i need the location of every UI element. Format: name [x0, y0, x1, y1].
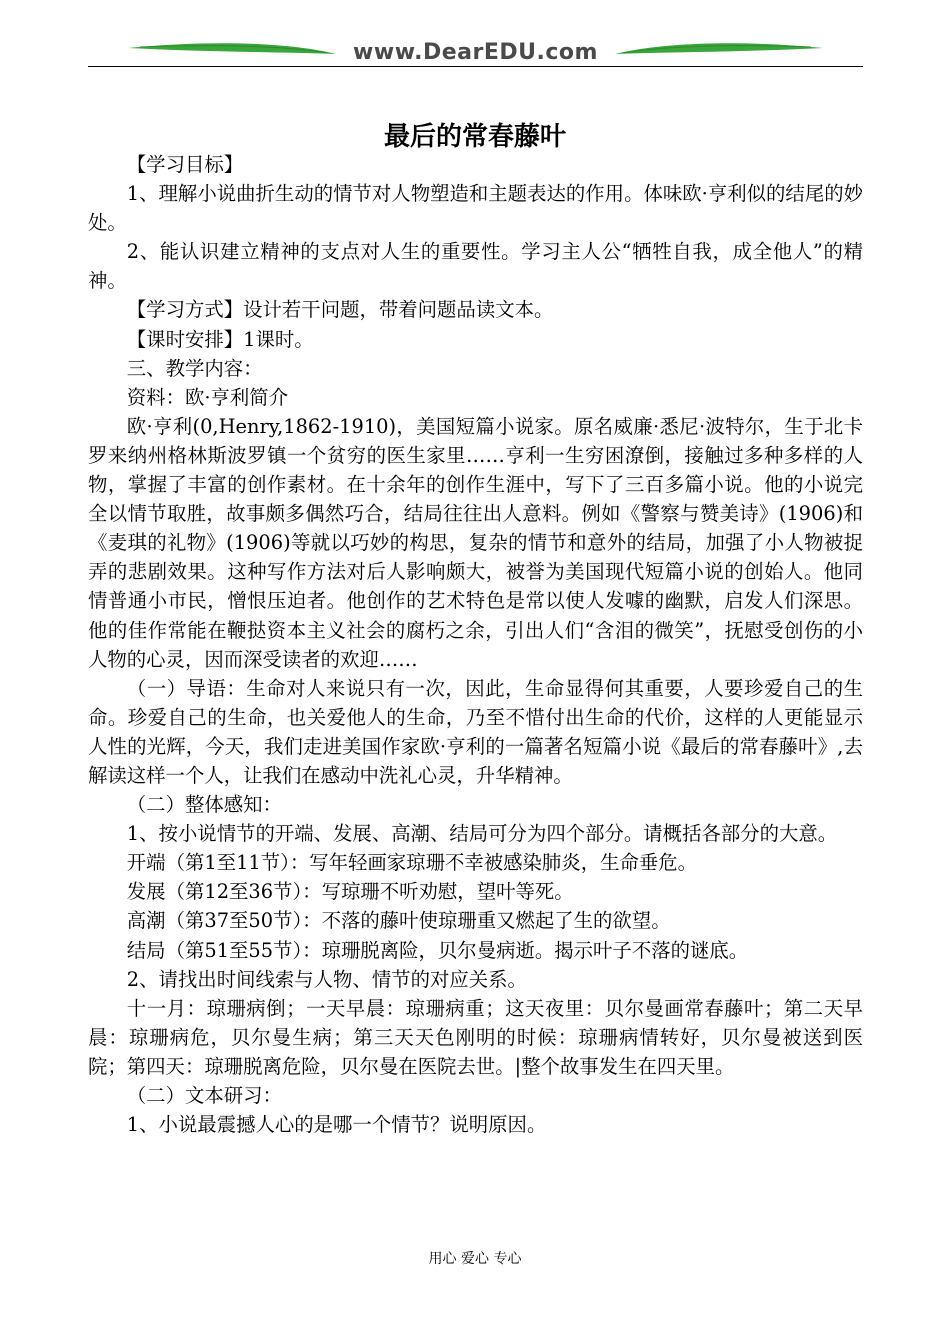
page-footer: 用心 爱心 专心	[428, 1251, 522, 1267]
text-study-heading: （二）文本研习：	[126, 1084, 282, 1107]
author-profile-text: 欧·亨利(0,Henry,1862-1910)，美国短篇小说家。原名威廉·悉尼·波特尔，生于北卡罗来纳州格林斯波罗镇一个贫穷的医生家里……亨利一生穷困潦倒，接触过多种多样的人物，掌握了丰富的创作素材。在十余年的创作生涯中，写下了三百多篇小说。他的小说完全以情节取胜，故事颇多偶然巧合，结局往往出人意料。例如《警察与赞美诗》(1906)和《麦琪的礼物》(1906)等就以巧妙的构思，复杂的情节和意外的结局，加强了小人物被捉弄的悲剧效果。这种写作方法对后人影响颇大，被誉为美国现代短篇小说的创始人。他同情普通小市民，憎恨压迫者。他创作的艺术特色是常以使人发噱的幽默，启发人们深思。他的佳作常能在鞭挞资本主义社会的腐朽之余，引出人们“含泪的微笑”，抚慰受创伤的小人物的心灵，因而深受读者的欢迎……	[88, 414, 863, 671]
header-divider	[88, 66, 863, 67]
section-heading-objectives: 【学习目标】	[126, 153, 244, 176]
question-2: 2、请找出时间线索与人物、情节的对应关系。	[126, 967, 527, 991]
overall-perception-heading: （二）整体感知：	[126, 793, 282, 817]
plot-development: 发展（第12至36节）：写琼珊不听劝慰，望叶等死。	[126, 880, 574, 904]
objective-1: 1、理解小说曲折生动的情节对人物塑造和主题表达的作用。体味欧·亨利似的结尾的妙处。	[88, 182, 863, 235]
lesson-schedule: 【课时安排】1课时。	[126, 327, 314, 351]
objective-2: 2、能认识建立精神的支点对人生的重要性。学习主人公“牺牲自我，成全他人”的精神。	[88, 240, 863, 293]
plot-beginning: 开端（第1至11节）：写年轻画家琼珊不幸被感染肺炎，生命垂危。	[126, 851, 698, 875]
document-title: 最后的常春藤叶	[383, 122, 566, 152]
timeline-paragraph: 十一月：琼珊病倒；一天早晨：琼珊病重；这天夜里：贝尔曼画常春藤叶；第二天早晨：琼珊病危，贝尔曼生病；第三天天色刚明的时候：琼珊病情转好，贝尔曼被送到医院；第四天：琼珊脱离危险，贝尔曼在医院去世。|整个故事发生在四天里。	[88, 996, 863, 1078]
introduction-paragraph: （一）导语：生命对人来说只有一次，因此，生命显得何其重要，人要珍爱自己的生命。珍爱自己的生命，也关爱他人的生命，乃至不惜付出生命的代价，这样的人更能显示人性的光辉，今天，我们走进美国作家欧·亨利的一篇著名短篇小说《最后的常春藤叶》,去解读这样一个人，让我们在感动中洗礼心灵，升华精神。	[88, 676, 863, 787]
teaching-content-heading: 三、教学内容：	[126, 356, 263, 380]
document-body	[88, 150, 863, 1139]
author-profile-heading: 资料：欧·亨利简介	[126, 385, 289, 409]
plot-ending: 结局（第51至55节）：琼珊脱离险，贝尔曼病逝。揭示叶子不落的谜底。	[126, 938, 749, 962]
plot-climax: 高潮（第37至50节）：不落的藤叶使琼珊重又燃起了生的欲望。	[126, 909, 671, 933]
text-study-question-1: 1、小说最震撼人心的是哪一个情节？说明原因。	[126, 1113, 547, 1137]
question-1: 1、按小说情节的开端、发展、高潮、结局可分为四个部分。请概括各部分的大意。	[126, 822, 838, 846]
site-url: www.DearEDU.com	[353, 40, 598, 65]
site-header-banner	[88, 30, 863, 70]
learning-method: 【学习方式】设计若干问题，带着问题品读文本。	[126, 298, 554, 322]
